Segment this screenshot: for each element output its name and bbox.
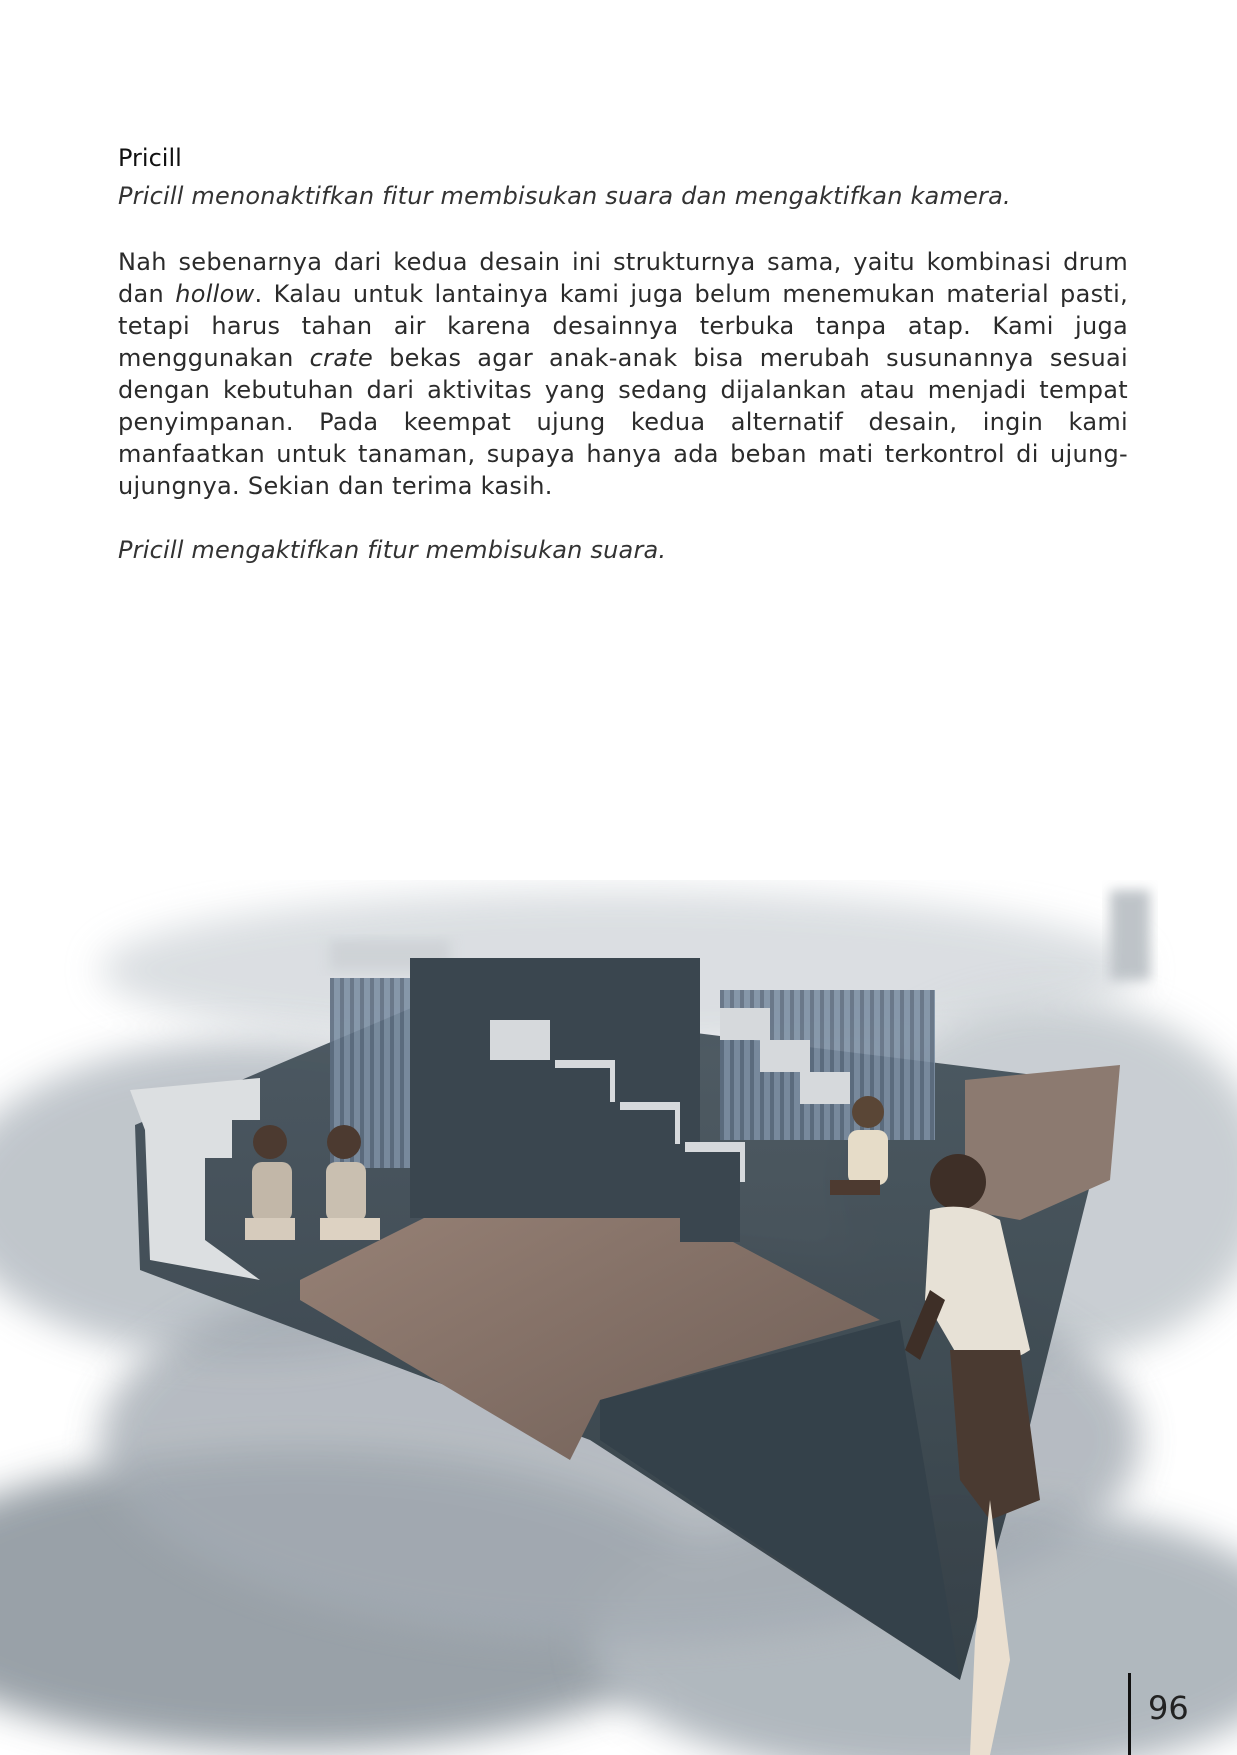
paragraph-emphasis: hollow (175, 280, 255, 308)
paragraph-text: Nah sebenarnya dari kedua desain ini strukturnya sama, yaitu kombinasi drum dan (118, 248, 1128, 308)
transcript-block (118, 142, 1128, 566)
page-number-rule (1128, 1673, 1131, 1755)
architectural-illustration (0, 880, 1237, 1755)
speech-paragraph (118, 246, 1128, 502)
stage-direction-open: Pricill menonaktifkan fitur membisukan suara dan mengaktifkan kamera. (118, 182, 1011, 210)
paragraph-text: . Kalau untuk lantainya kami juga belum menemukan material pasti, tetapi harus tahan air karena desainnya terbuka tanpa atap. Kami juga menggunakan (118, 280, 1129, 372)
page-number: 96 (1148, 1689, 1189, 1727)
stage-direction-close: Pricill mengaktifkan fitur membisukan suara. (118, 536, 667, 564)
paragraph-emphasis: crate (309, 344, 374, 372)
paragraph-text: bekas agar anak-anak bisa merubah susunannya sesuai dengan kebutuhan dari aktivitas yang sedang dijalankan atau menjadi tempat penyimpanan. Pada keempat ujung kedua alternatif desain, ingin kami manfaatkan untuk tanaman, supaya hanya ada beban mati terkontrol di ujung-ujungnya. Sekian dan terima kasih. (118, 344, 1128, 500)
page-footer (1128, 1673, 1237, 1755)
speaker-name: Pricill (118, 144, 182, 172)
